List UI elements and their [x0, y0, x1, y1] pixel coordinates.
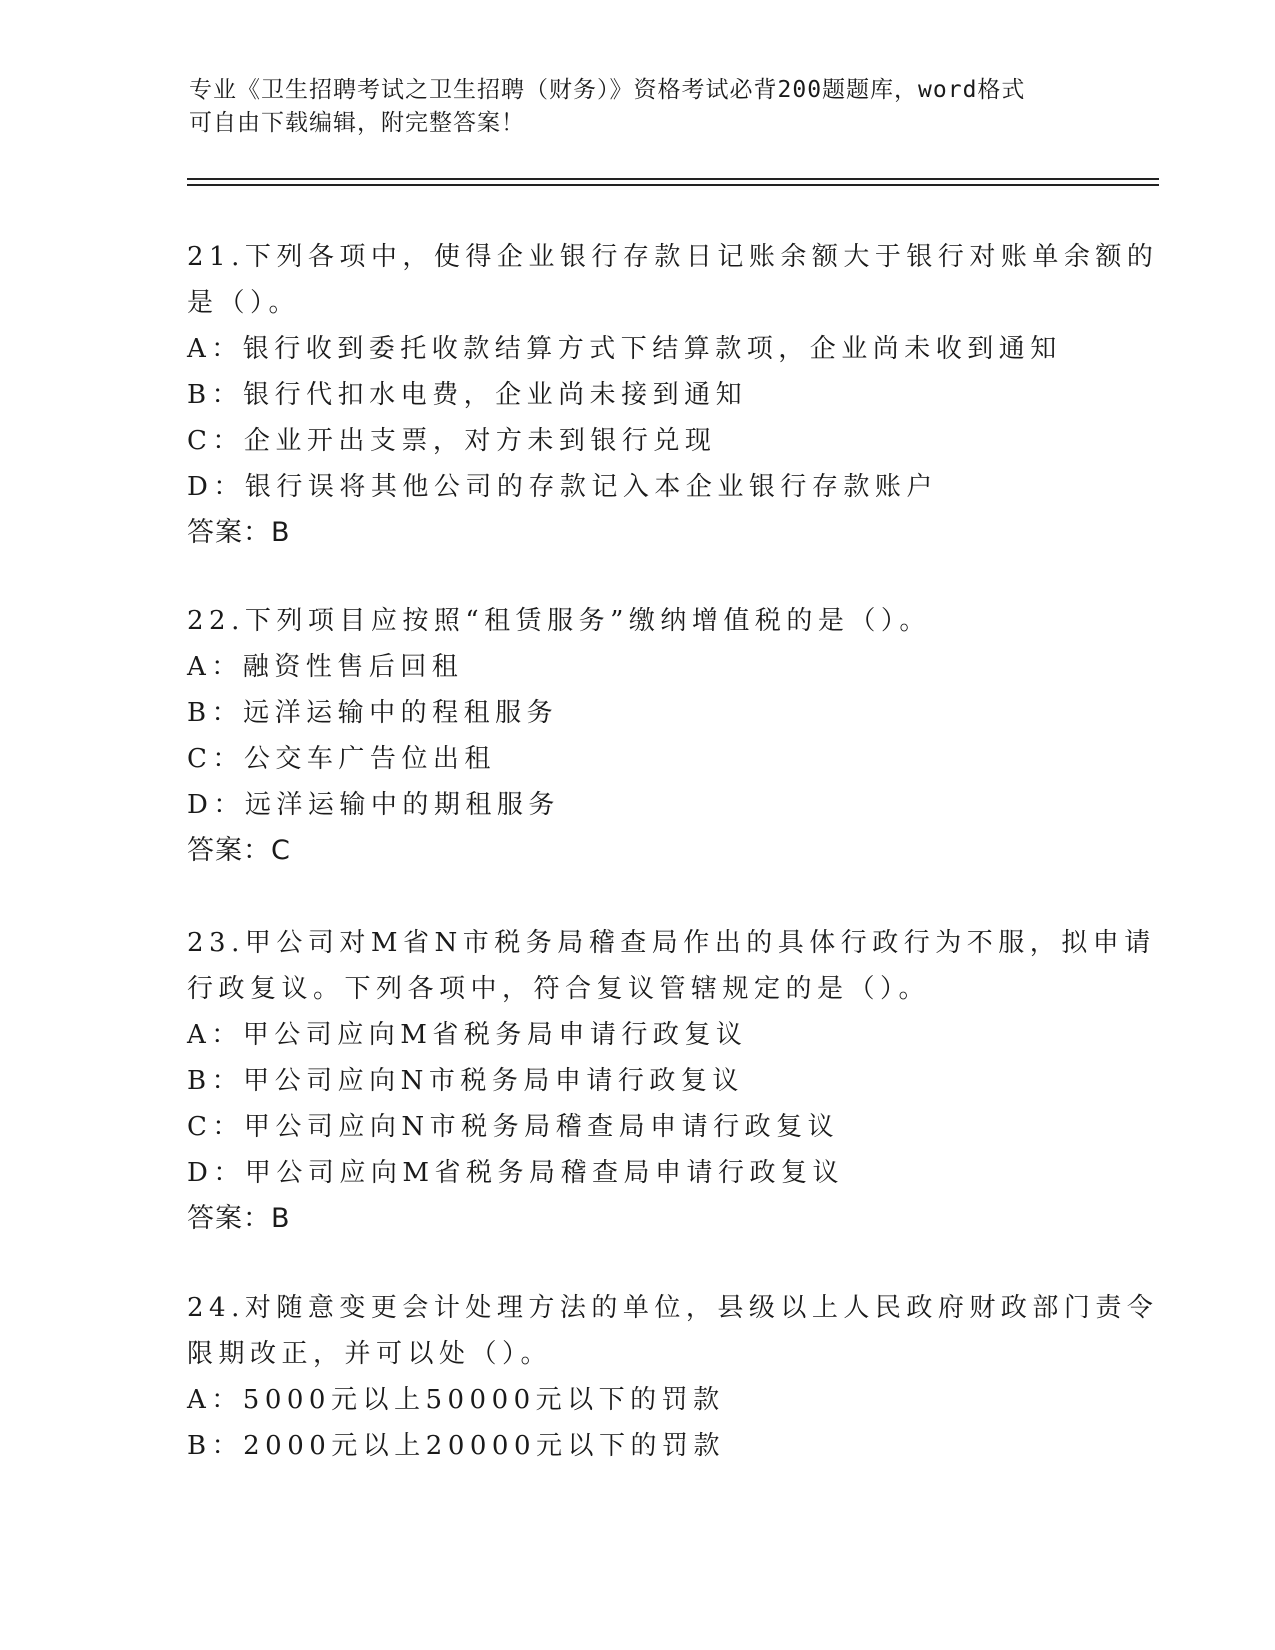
option-a: A：融资性售后回租 [187, 652, 464, 682]
option-d: D：远洋运输中的期租服务 [187, 790, 560, 820]
option-c: C：公交车广告位出租 [187, 744, 496, 774]
question-24 [187, 1285, 1159, 1469]
header-divider-top [187, 178, 1159, 180]
question-22 [187, 598, 1087, 874]
answer-line: 答案：C [187, 835, 291, 866]
option-a: A：甲公司应向M省税务局申请行政复议 [187, 1020, 748, 1050]
header-divider-bottom [187, 184, 1159, 186]
question-stem-line: 24.对随意变更会计处理方法的单位，县级以上人民政府财政部门责令 [187, 1293, 1159, 1323]
option-d: D：甲公司应向M省税务局稽查局申请行政复议 [187, 1158, 844, 1188]
option-b: B：2000元以上20000元以下的罚款 [187, 1431, 725, 1461]
question-stem-line: 21.下列各项中，使得企业银行存款日记账余额大于银行对账单余额的 [187, 242, 1159, 272]
answer-line: 答案：B [187, 1203, 291, 1234]
option-c: C：企业开出支票，对方未到银行兑现 [187, 426, 717, 456]
question-stem-line: 行政复议。下列各项中，符合复议管辖规定的是（）。 [187, 974, 931, 1004]
option-a: A：5000元以上50000元以下的罚款 [187, 1385, 725, 1415]
document-header [189, 74, 1089, 140]
option-d: D：银行误将其他公司的存款记入本企业银行存款账户 [187, 472, 938, 502]
header-title-line-2: 可自由下载编辑，附完整答案！ [189, 110, 525, 136]
question-23 [187, 920, 1156, 1242]
question-stem-line: 限期改正，并可以处（）。 [187, 1339, 553, 1369]
question-stem-line: 23.甲公司对M省N市税务局稽查局作出的具体行政行为不服，拟申请 [187, 928, 1156, 958]
answer-line: 答案：B [187, 517, 291, 548]
question-stem-line: 是（）。 [187, 288, 301, 318]
header-title-line-1: 专业《卫生招聘考试之卫生招聘（财务）》资格考试必背200题题库，word格式 [189, 77, 1026, 103]
question-stem-line: 22.下列项目应按照“租赁服务”缴纳增值税的是（）。 [187, 606, 931, 636]
option-b: B：银行代扣水电费，企业尚未接到通知 [187, 380, 748, 410]
option-c: C：甲公司应向N市税务局稽查局申请行政复议 [187, 1112, 840, 1142]
question-21 [187, 234, 1159, 556]
option-a: A：银行收到委托收款结算方式下结算款项，企业尚未收到通知 [187, 334, 1062, 364]
option-b: B：甲公司应向N市税务局申请行政复议 [187, 1066, 744, 1096]
option-b: B：远洋运输中的程租服务 [187, 698, 559, 728]
